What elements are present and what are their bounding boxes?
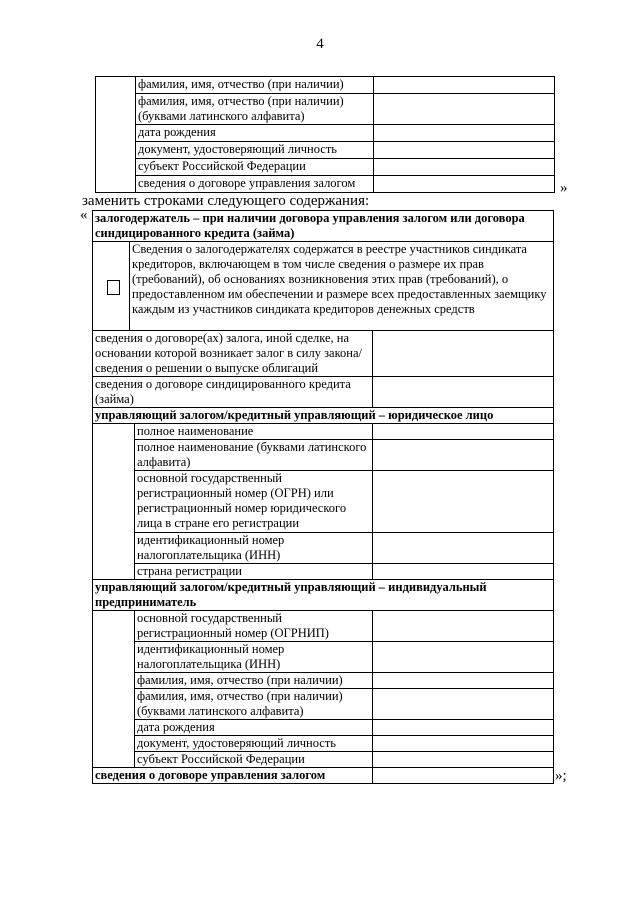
top-close-quote: »: [560, 180, 568, 196]
pledge-contract-label: сведения о договоре(ах) залога, иной сделке, на основании которой возникает залог в силу закона/сведения о решении о выпуске облигаций: [93, 331, 373, 377]
top-row-fio-latin: фамилия, имя, отчество (при наличии) (буквами латинского алфавита): [136, 94, 374, 125]
top-row-fio-latin-value: [374, 94, 555, 125]
top-row-id-document-value: [374, 142, 555, 159]
top-row-id-document: документ, удостоверяющий личность: [136, 142, 374, 159]
ie-id-document-value: [373, 736, 554, 752]
entrepreneur-header: управляющий залогом/кредитный управляющий – индивидуальный предприниматель: [93, 580, 554, 611]
ie-inn: идентификационный номер налогоплательщика (ИНН): [135, 642, 373, 673]
le-full-name-value: [373, 424, 554, 440]
le-full-name-latin-value: [373, 440, 554, 471]
main-close-quote: »;: [555, 768, 567, 784]
le-full-name-latin: полное наименование (буквами латинского алфавита): [135, 440, 373, 471]
ie-region: субъект Российской Федерации: [135, 752, 373, 768]
page-number: 4: [316, 36, 324, 52]
ie-fio-latin: фамилия, имя, отчество (при наличии) (буквами латинского алфавита): [135, 689, 373, 720]
management-contract-label: сведения о договоре управления залогом: [93, 768, 373, 784]
top-row-birthdate: дата рождения: [136, 125, 374, 142]
le-ogrn: основной государственный регистрационный номер (ОГРН) или регистрационный номер юридического лица в стране его регистрации: [135, 471, 373, 533]
replace-intro: заменить строками следующего содержания:: [82, 193, 370, 209]
legal-entity-indent-cell: [93, 424, 135, 580]
top-row-management-contract-value: [374, 176, 555, 193]
ie-region-value: [373, 752, 554, 768]
ie-fio: фамилия, имя, отчество (при наличии): [135, 673, 373, 689]
syndicated-loan-label: сведения о договоре синдицированного кредита (займа): [93, 377, 373, 408]
top-row-fio: фамилия, имя, отчество (при наличии): [136, 77, 374, 94]
pledge-contract-value: [373, 331, 554, 377]
legal-entity-header: управляющий залогом/кредитный управляющий – юридическое лицо: [93, 408, 554, 424]
top-table-left-cell: [96, 77, 136, 193]
le-inn: идентификационный номер налогоплательщика (ИНН): [135, 533, 373, 564]
top-row-birthdate-value: [374, 125, 555, 142]
ie-fio-value: [373, 673, 554, 689]
top-row-region: субъект Российской Федерации: [136, 159, 374, 176]
syndicate-note: Сведения о залогодержателях содержатся в реестре участников синдиката кредиторов, включающем в том числе сведения о размере их прав (требований), об основаниях возникновения этих прав (требований), о предоставленном им обеспечении и размере всех предоставленных заемщику каждым из участников синдиката кредиторов денежных средств: [130, 242, 554, 331]
checkbox[interactable]: [107, 280, 120, 295]
le-ogrn-value: [373, 471, 554, 533]
management-contract-value: [373, 768, 554, 784]
le-full-name: полное наименование: [135, 424, 373, 440]
ie-id-document: документ, удостоверяющий личность: [135, 736, 373, 752]
ie-inn-value: [373, 642, 554, 673]
ie-birthdate-value: [373, 720, 554, 736]
open-quote: «: [80, 207, 88, 223]
checkbox-cell: [93, 242, 130, 331]
ie-ogrnip: основной государственный регистрационный номер (ОГРНИП): [135, 611, 373, 642]
ie-fio-latin-value: [373, 689, 554, 720]
pledgeholder-header: залогодержатель – при наличии договора управления залогом или договора синдицированного кредита (займа): [93, 211, 554, 242]
top-row-fio-value: [374, 77, 555, 94]
top-table: [95, 76, 555, 193]
top-row-management-contract: сведения о договоре управления залогом: [136, 176, 374, 193]
ie-birthdate: дата рождения: [135, 720, 373, 736]
top-row-region-value: [374, 159, 555, 176]
le-country: страна регистрации: [135, 564, 373, 580]
entrepreneur-indent-cell: [93, 611, 135, 768]
main-table: [92, 210, 554, 784]
le-country-value: [373, 564, 554, 580]
ie-ogrnip-value: [373, 611, 554, 642]
syndicated-loan-value: [373, 377, 554, 408]
le-inn-value: [373, 533, 554, 564]
